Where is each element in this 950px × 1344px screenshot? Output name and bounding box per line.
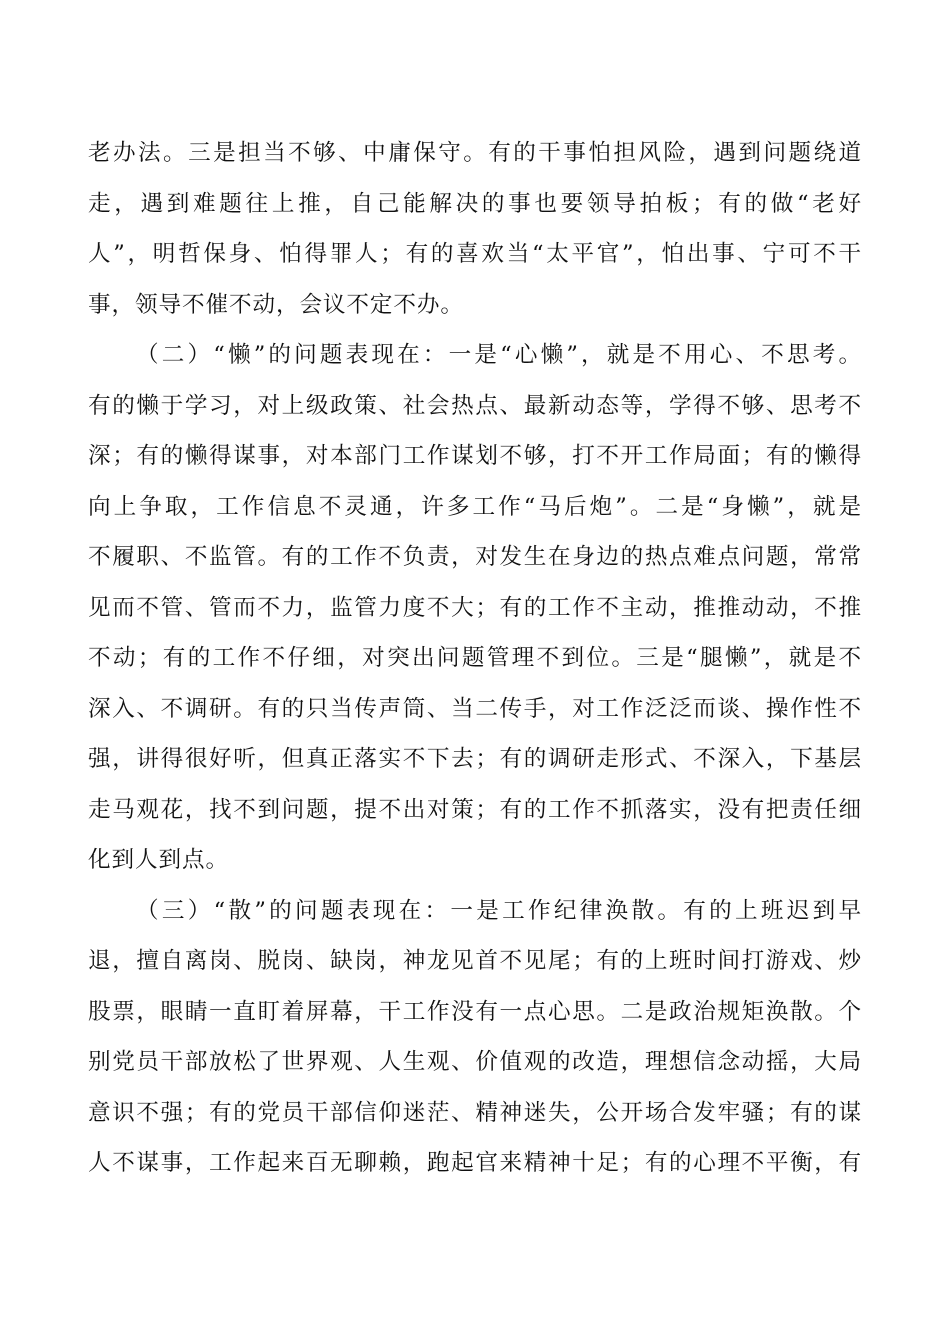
text-line: 深入、不调研。有的只当传声筒、当二传手，对工作泛泛而谈、操作性不	[88, 695, 862, 722]
text-line: 强，讲得很好听，但真正落实不下去；有的调研走形式、不深入，下基层	[88, 746, 862, 772]
document-body	[88, 128, 862, 1189]
paragraph-3	[88, 886, 862, 1189]
text-line: 不动；有的工作不仔细，对突出问题管理不到位。三是“腿懒”，就是不	[88, 645, 862, 671]
paragraph-1	[88, 128, 862, 330]
text-line: 走马观花，找不到问题，提不出对策；有的工作不抓落实，没有把责任细	[88, 796, 862, 823]
text-line: 老办法。三是担当不够、中庸保守。有的干事怕担风险，遇到问题绕道	[88, 140, 862, 166]
text-line: 走，遇到难题往上推，自己能解决的事也要领导拍板；有的做“老好	[88, 190, 862, 217]
paragraph-2	[88, 330, 862, 886]
text-line: 深；有的懒得谋事，对本部门工作谋划不够，打不开工作局面；有的懒得	[88, 443, 862, 469]
text-line: 人”，明哲保身、怕得罪人；有的喜欢当“太平官”，怕出事、宁可不干	[88, 241, 862, 267]
text-line: （三）“散”的问题表现在：一是工作纪律涣散。有的上班迟到早	[136, 897, 862, 924]
text-line: （二）“懒”的问题表现在：一是“心懒”，就是不用心、不思考。	[136, 342, 862, 368]
text-line: 别党员干部放松了世界观、人生观、价值观的改造，理想信念动摇，大局	[88, 1049, 862, 1075]
text-line: 见而不管、管而不力，监管力度不大；有的工作不主动，推推动动，不推	[88, 594, 862, 621]
text-line: 人不谋事，工作起来百无聊赖，跑起官来精神十足；有的心理不平衡，有	[88, 1150, 862, 1176]
text-line: 股票，眼睛一直盯着屏幕，干工作没有一点心思。二是政治规矩涣散。个	[88, 998, 862, 1025]
text-line: 化到人到点。	[88, 847, 229, 873]
text-line: 事，领导不催不动，会议不定不办。	[88, 291, 464, 318]
text-line: 不履职、不监管。有的工作不负责，对发生在身边的热点难点问题，常常	[88, 544, 862, 570]
text-line: 退，擅自离岗、脱岗、缺岗，神龙见首不见尾；有的上班时间打游戏、炒	[88, 948, 862, 974]
text-line: 向上争取，工作信息不灵通，许多工作“马后炮”。二是“身懒”，就是	[88, 493, 862, 520]
text-line: 有的懒于学习，对上级政策、社会热点、最新动态等，学得不够、思考不	[88, 392, 862, 419]
text-line: 意识不强；有的党员干部信仰迷茫、精神迷失，公开场合发牢骚；有的谋	[88, 1099, 862, 1126]
